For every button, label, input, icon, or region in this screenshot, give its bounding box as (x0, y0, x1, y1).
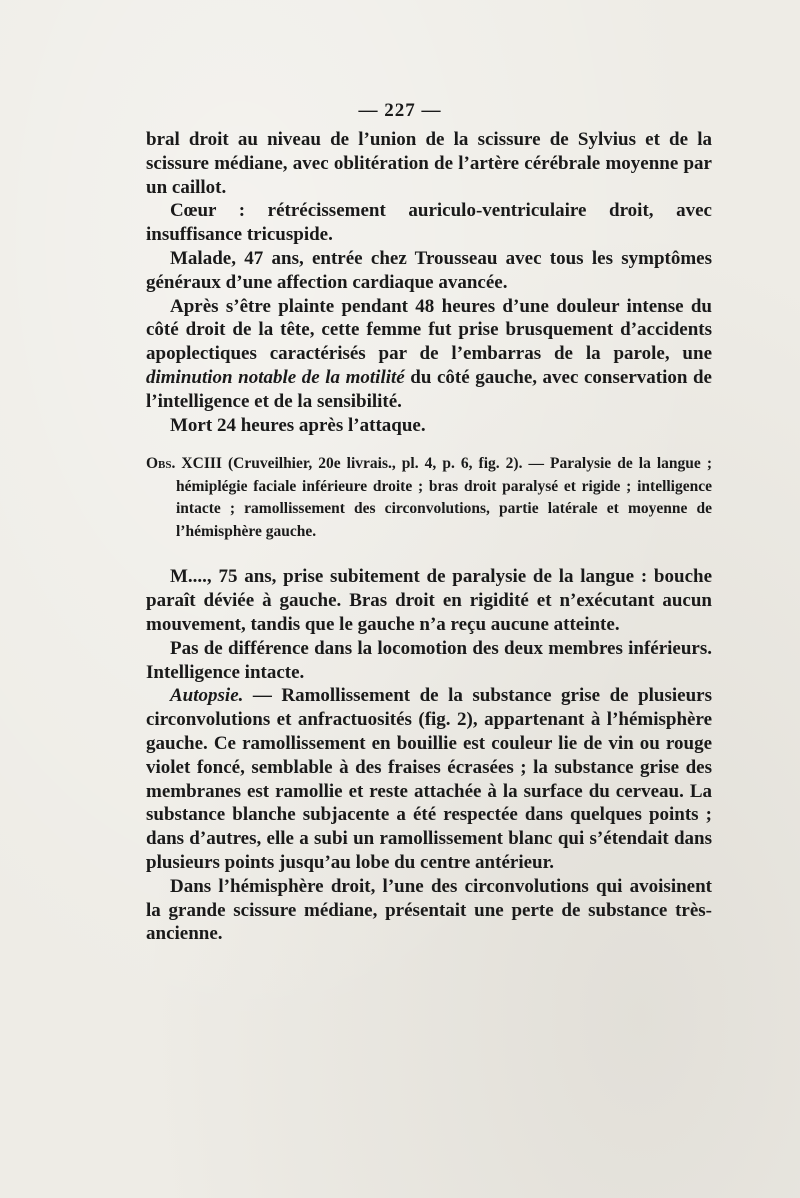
observation-text: (Cruveilhier, 20e livrais., pl. 4, p. 6, fig. 2). — Paralysie de la langue ; hémiplégie faciale inférieure droite ; bras droit paralysé et rigide ; intelligence intacte ; ramollissement des circonvolutions, partie latérale et moyenne de l’hémisphère gauche. (176, 455, 713, 540)
paragraph-malade: Malade, 47 ans, entrée chez Trousseau avec tous les symptômes généraux d’une affection cardiaque avancée. (146, 247, 712, 293)
page-number: — 227 — (358, 100, 442, 121)
paragraph-continuation: bral droit au niveau de l’union de la scissure de Sylvius et de la scissure médiane, avec oblitération de l’artère cérébrale moyenne par un caillot. (146, 129, 712, 198)
case-section (146, 565, 712, 946)
case-paragraph-hemisphere-droit: Dans l’hémisphère droit, l’une des circonvolutions qui avoisinent la grande scissure médiane, présentait une perte de substance très-ancienne. (146, 875, 712, 945)
body-text (146, 128, 712, 946)
paragraph-symptoms (146, 295, 712, 414)
case-paragraph-autopsie (146, 684, 712, 874)
paragraph-coeur: Cœur : rétrécissement auriculo-ventriculaire droit, avec insuffisance tricuspide. (146, 200, 712, 246)
autopsie-label: Autopsie. (170, 685, 244, 707)
case-paragraph-locomotion: Pas de différence dans la locomotion des deux membres inférieurs. Intelligence intacte. (146, 637, 712, 683)
paragraph-mort: Mort 24 heures après l’attaque. (170, 414, 426, 436)
case-paragraph-intro: M...., 75 ans, prise subitement de paralysie de la langue : bouche paraît déviée à gauche. Bras droit en rigidité et n’exécutant aucun mouvement, tandis que le gauche n’a reçu aucune atteinte. (146, 566, 712, 635)
symptoms-italic: diminution notable de la motilité (146, 366, 405, 388)
symptoms-text-start: Après s’être plainte pendant 48 heures d’une douleur intense du côté droit de la tête, cette femme fut prise brusquement d’accidents apoplectiques caractérisés par de l’embarras de la parole, une (146, 295, 712, 365)
autopsie-text: — Ramollissement de la substance grise de plusieurs circonvolutions et anfractuosités (fig. 2), appartenant à l’hémisphère gauche. Ce ramollissement en bouillie est couleur lie de vin ou rouge violet foncé, semblable à des fraises écrasées ; la substance grise des membranes est ramollie et reste attachée à la surface du cerveau. La substance blanche subjacente a été respectée dans quelques points ; dans d’autres, elle a subi un ramollissement blanc qui s’étendait dans plusieurs points jusqu’au lobe du centre antérieur. (146, 685, 712, 873)
observation-heading (146, 453, 712, 543)
symptoms-text-end: du côté gauche, avec conservation de l’intelligence et de la sensibilité. (146, 366, 712, 412)
observation-label: Obs. XCIII (146, 455, 222, 473)
